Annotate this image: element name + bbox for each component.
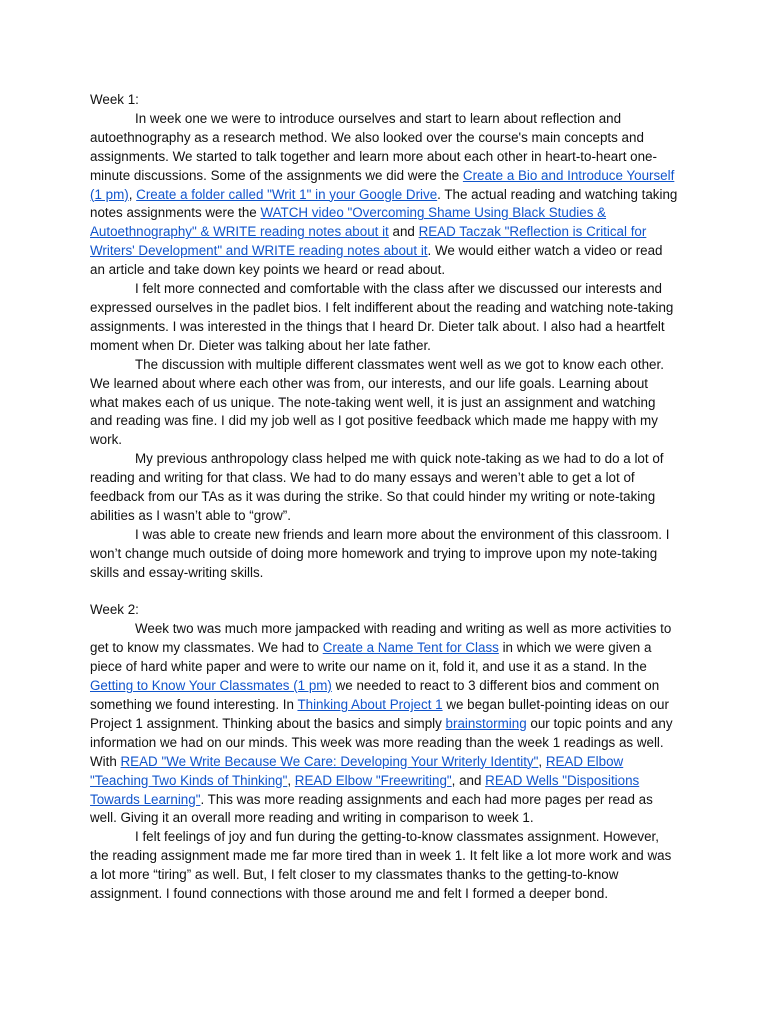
week-2-paragraph-2 — [90, 828, 680, 904]
document-page — [90, 91, 680, 904]
paragraph-text: . This was more reading assignments and each had more pages per read as well. Giving it an overall more reading and writing in comparison to week 1. — [90, 791, 653, 826]
paragraph-text: In week one we were to introduce ourselves and start to learn about reflection and autoethnography as a research method. We also looked over the course's main concepts and assignments. We started to talk together and learn more about each other in heart-to-heart one-minute discussions. Some of the assignments we did were the — [90, 110, 657, 183]
paragraph-text: . The actual reading and watching taking notes assignments were the — [90, 186, 678, 221]
assignment-link[interactable]: READ Elbow "Teaching Two Kinds of Thinking" — [90, 753, 624, 788]
week-2-paragraph-1 — [90, 620, 680, 828]
week-1-heading: Week 1: — [90, 92, 139, 107]
week-1-paragraph-4 — [90, 450, 680, 526]
assignment-link[interactable]: Thinking About Project 1 — [297, 696, 443, 712]
paragraph-text: . We would either watch a video or read an article and take down key points we heard or read about. — [90, 243, 663, 278]
assignment-link[interactable]: READ Wells "Dispositions Towards Learning" — [90, 772, 640, 807]
paragraph-text: Week two was much more jampacked with reading and writing as well as more activities to get to know my classmates. We had to — [90, 621, 672, 656]
assignment-link[interactable]: READ "We Write Because We Care: Developing Your Writerly Identity" — [120, 753, 539, 769]
assignment-link[interactable]: Getting to Know Your Classmates (1 pm) — [90, 678, 332, 694]
paragraph-text: and — [388, 224, 419, 240]
week-1-paragraph-3 — [90, 356, 680, 451]
week-2-heading: Week 2: — [90, 602, 139, 618]
assignment-link[interactable]: Create a Name Tent for Class — [322, 640, 499, 656]
paragraph-text: , — [128, 186, 137, 202]
paragraph-text: our topic points and any information we had on our minds. This week was more reading than the week 1 readings as well. With — [90, 715, 673, 769]
paragraph-text: The discussion with multiple different classmates went well as we got to know each other. We learned about where each other was from, our interests, and our life goals. Learning about what makes each of us unique. The note-taking went well, it is just an assignment and watching and reading was fine. I did my job well as I got positive feedback which made me happy with my work. — [90, 356, 664, 448]
assignment-link[interactable]: READ Elbow "Freewriting" — [294, 772, 452, 788]
assignment-link[interactable]: Create a Bio and Introduce Yourself (1 pm) — [90, 167, 675, 202]
paragraph-text: we began bullet-pointing ideas on our Project 1 assignment. Thinking about the basics and simply — [90, 696, 669, 731]
assignment-link[interactable]: brainstorming — [445, 715, 527, 731]
paragraph-text: , and — [451, 772, 486, 788]
assignment-link[interactable]: Create a folder called "Writ 1" in your Google Drive — [136, 186, 438, 202]
week-1-paragraph-5 — [90, 526, 680, 583]
week-1-paragraph-1 — [90, 110, 680, 280]
paragraph-text: we needed to react to 3 different bios and comment on something we found interesting. In — [90, 678, 660, 712]
paragraph-text: I felt feelings of joy and fun during the getting-to-know classmates assignment. However, the reading assignment made me far more tired than in week 1. It felt like a lot more work and was a lot more “tiring” as well. But, I felt closer to my classmates thanks to the getting-to-know assignment. I found connections with those around me and felt I formed a deeper bond. — [90, 829, 672, 902]
section-spacer — [90, 583, 680, 602]
paragraph-text: My previous anthropology class helped me with quick note-taking as we had to do a lot of reading and writing for that class. We had to do many essays and weren’t able to get a lot of feedback from our TAs as it was during the strike. So that could hinder my writing or note-taking abilities as I wasn’t able to “grow”. — [90, 451, 664, 523]
paragraph-text: in which we were given a piece of hard white paper and were to write our name on it, fold it, and use it as a stand. In the — [90, 640, 652, 675]
week-1-paragraph-2 — [90, 280, 680, 356]
paragraph-text: , — [287, 772, 295, 788]
paragraph-text: I was able to create new friends and learn more about the environment of this classroom. I won’t change much outside of doing more homework and trying to improve upon my note-taking skills and essay-writing skills. — [90, 526, 670, 580]
assignment-link[interactable]: READ Taczak "Reflection is Critical for Writers' Development" and WRITE reading notes about it — [90, 224, 647, 259]
paragraph-text: , — [538, 753, 546, 769]
paragraph-text: I felt more connected and comfortable with the class after we discussed our interests and expressed ourselves in the padlet bios. I felt indifferent about the reading and watching note-taking assignments. I was interested in the things that I heard Dr. Dieter talk about. I also had a heartfelt moment when Dr. Dieter was talking about her late father. — [90, 281, 674, 353]
assignment-link[interactable]: WATCH video "Overcoming Shame Using Black Studies & Autoethnography" & WRITE reading notes about it — [90, 205, 607, 240]
